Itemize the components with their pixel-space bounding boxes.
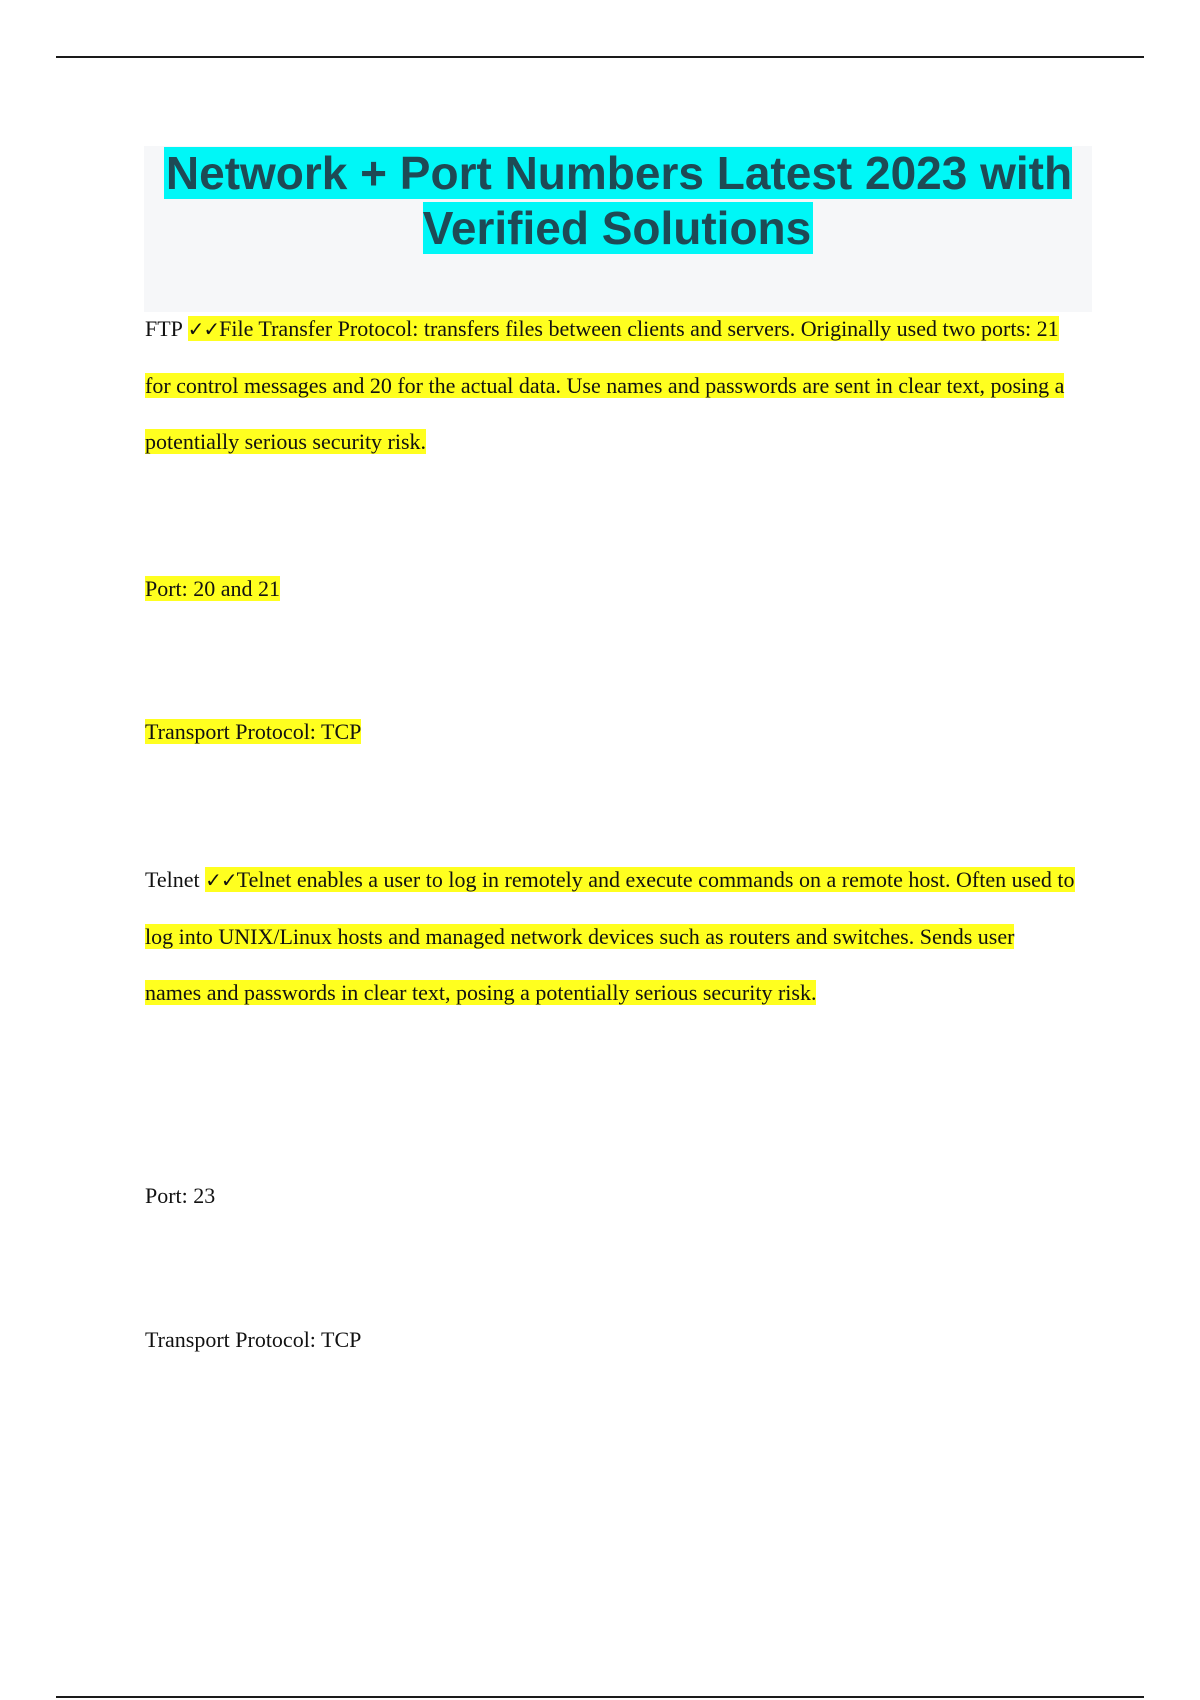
telnet-entry <box>145 852 1075 1022</box>
telnet-transport: Transport Protocol: TCP <box>145 1327 362 1352</box>
bottom-rule <box>56 1696 1144 1698</box>
ftp-transport: Transport Protocol: TCP <box>145 719 362 744</box>
ftp-definition: File Transfer Protocol: transfers files between clients and servers. Originally used two ports: 21 for control messages and 20 for the actual data. Use names and passwords are sent in clear text, posing a potentially serious security risk. <box>145 316 1065 454</box>
telnet-term: Telnet <box>145 867 200 892</box>
title-banner <box>144 146 1092 312</box>
ftp-port: Port: 20 and 21 <box>145 576 281 601</box>
ftp-answer <box>145 316 1064 454</box>
page-title: Network + Port Numbers Latest 2023 with Verified Solutions <box>165 147 1073 254</box>
telnet-port: Port: 23 <box>145 1183 216 1208</box>
check-icon: ✓✓ <box>187 317 220 341</box>
ftp-term: FTP <box>145 316 183 341</box>
check-icon: ✓✓ <box>205 868 237 892</box>
ftp-entry <box>145 301 1075 471</box>
telnet-definition: Telnet enables a user to log in remotely and execute commands on a remote host. Often used to log into UNIX/Linux hosts and managed network devices such as routers and switches. Sends user names and passwords in clear text, posing a potentially serious security risk. <box>145 867 1075 1005</box>
top-rule <box>56 56 1144 58</box>
telnet-answer <box>145 867 1075 1005</box>
